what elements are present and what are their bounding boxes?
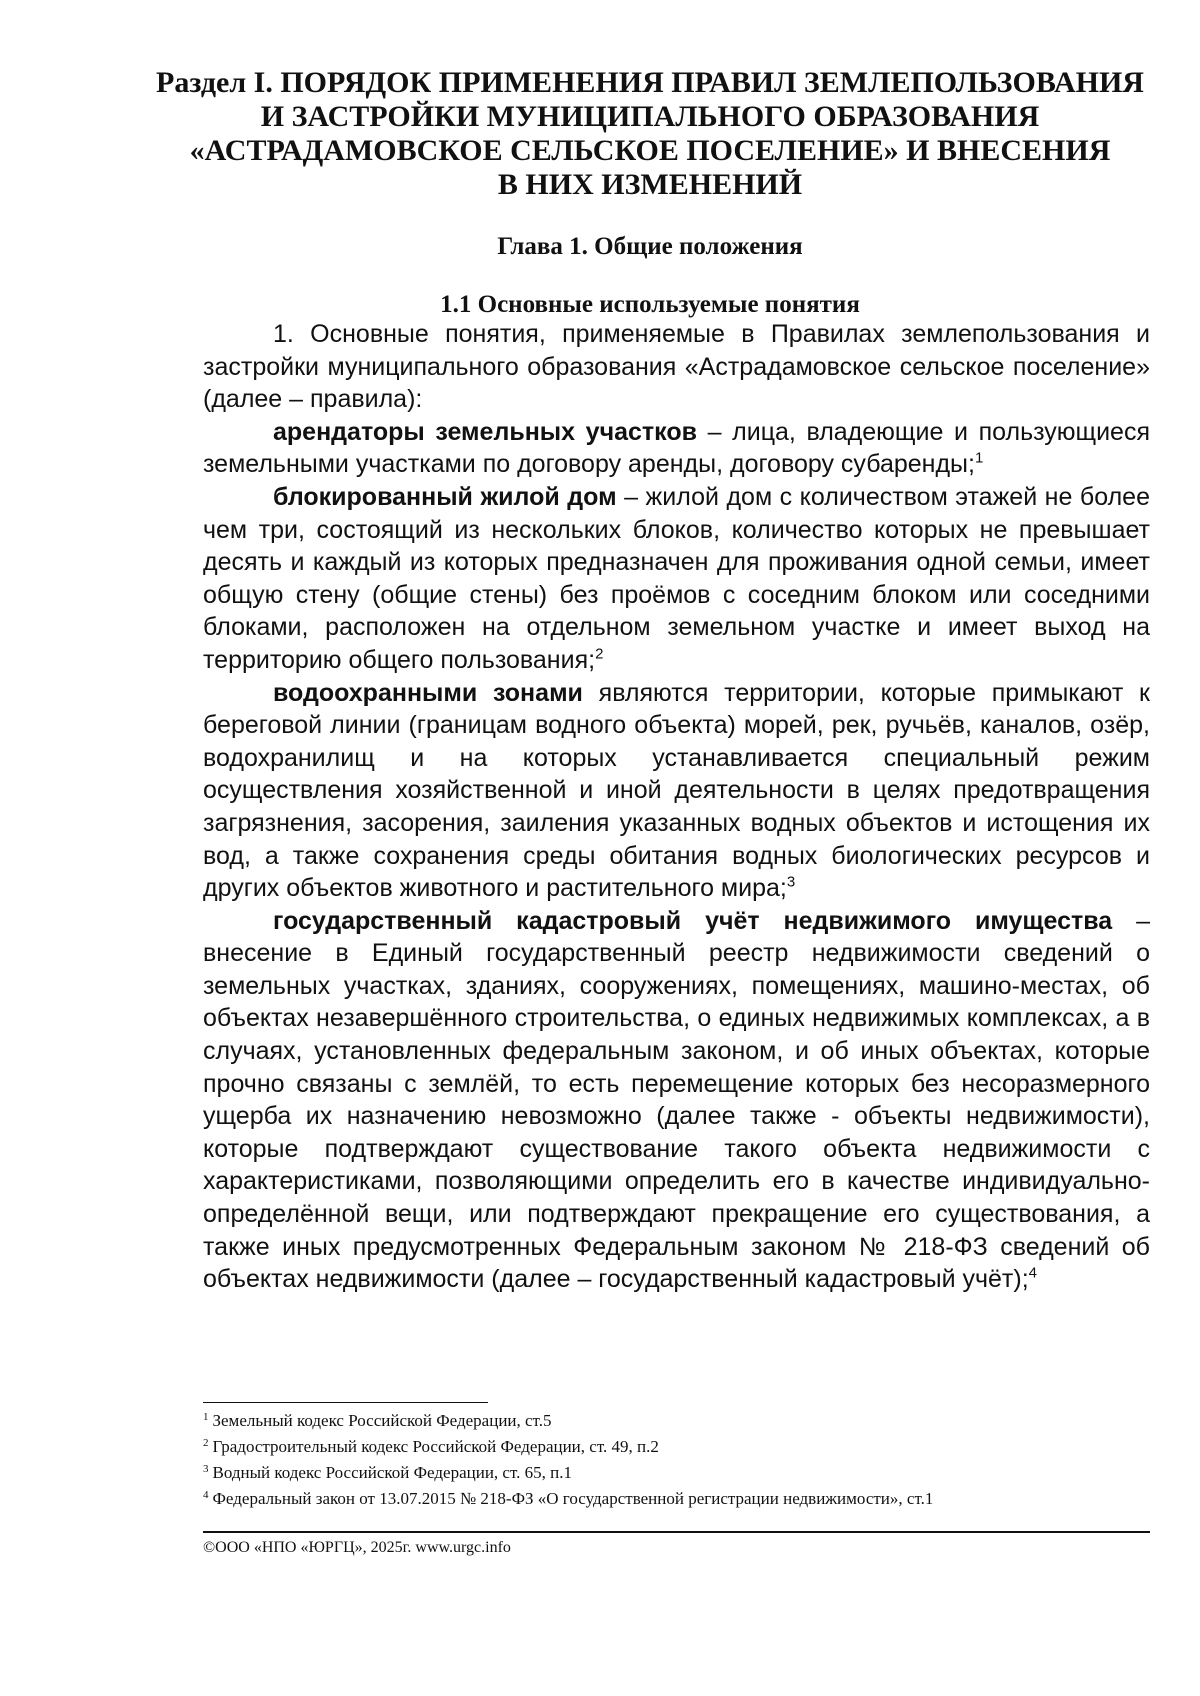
definition-text: являются территории, которые примыкают к береговой линии (границам водного объекта) морей, рек, ручьёв, каналов, озёр, водохранилищ и на которых устанавливается специальный режим осуществления хозяйственной и иной деятельности в целях предотвращения загрязнения, засорения, заиления указанных водных объектов и истощения их вод, а также сохранения среды обитания водных биологических ресурсов и других объектов животного и растительного мира; [203,678,1150,903]
footer-divider [203,1531,1150,1533]
chapter-title: Глава 1. Общие положения [497,233,803,260]
footnote-number: 3 [203,1463,209,1475]
part-title-line: Раздел I. ПОРЯДОК ПРИМЕНЕНИЯ ПРАВИЛ ЗЕМЛЕПОЛЬЗОВАНИЯ [156,66,1144,99]
footnote [203,1434,1150,1460]
footnote-text: Водный кодекс Российской Федерации, ст. 65, п.1 [212,1463,572,1482]
document-body [203,318,1150,1296]
footnote-text: Федеральный закон от 13.07.2015 № 218-ФЗ «О государственной регистрации недвижимости», ст.1 [212,1489,934,1508]
definition-paragraph [203,481,1150,677]
part-title-line: В НИХ ИЗМЕНЕНИЙ [497,168,803,201]
defined-term: арендаторы земельных участков [273,417,697,446]
defined-term: блокированный жилой дом [273,482,617,511]
part-title-line: «АСТРАДАМОВСКОЕ СЕЛЬСКОЕ ПОСЕЛЕНИЕ» И ВНЕСЕНИЯ [189,134,1111,167]
definition-text: – лица, владеющие и пользующиеся земельными участками по договору аренды, договору субаренды; [203,417,1150,479]
footnote-ref[interactable]: 1 [974,450,984,468]
part-title-line: И ЗАСТРОЙКИ МУНИЦИПАЛЬНОГО ОБРАЗОВАНИЯ [260,100,1040,133]
intro-paragraph: 1. Основные понятия, применяемые в Правилах землепользования и застройки муниципального образования «Астрадамовское сельское поселение» (далее – правила): [203,320,1150,414]
footnote-number: 1 [203,1411,209,1423]
page-footer: ©ООО «НПО «ЮРГЦ», 2025г. www.urgc.info [203,1539,511,1556]
footnote-text: Земельный кодекс Российской Федерации, ст.5 [212,1411,552,1430]
footnotes [203,1408,1150,1512]
footnote-number: 4 [203,1489,209,1501]
definition-paragraph [203,416,1150,481]
definition-text: – внесение в Единый государственный реестр недвижимости сведений о земельных участках, зданиях, сооружениях, помещениях, машино-местах, об объектах незавершённого строительства, о единых недвижимых комплексах, а в случаях, установленных федеральным законом, и об иных объектах, которые прочно связаны с землёй, то есть перемещение которых без несоразмерного ущерба их назначению невозможно (далее также - объекты недвижимости), которые подтверждают существование такого объекта недвижимости с характеристиками, позволяющими определить его в качестве индивидуально-определённой вещи, или подтверждают прекращение его существования, а также иных предусмотренных Федеральным законом № 218-ФЗ сведений об объектах недвижимости (далее – государственный кадастровый учёт); [203,906,1150,1294]
definition-paragraph [203,677,1150,905]
definition-paragraph [203,905,1150,1296]
footnote-number: 2 [203,1437,209,1449]
footnote-ref[interactable]: 3 [786,873,796,891]
footnote-ref[interactable]: 4 [1028,1264,1037,1282]
footnote-divider [203,1402,488,1403]
footnote [203,1460,1150,1486]
defined-term: государственный кадастровый учёт недвижимого имущества [273,906,1113,935]
footnote-text: Градостроительный кодекс Российской Федерации, ст. 49, п.2 [212,1437,659,1456]
footnote [203,1486,1150,1512]
definition-text: – жилой дом с количеством этажей не более чем три, состоящий из нескольких блоков, количество которых не превышает десять и каждый из которых предназначен для проживания одной семьи, имеет общую стену (общие стены) без проёмов с соседним блоком или соседними блоками, расположен на отдельном земельном участке и имеет выход на территорию общего пользования; [203,482,1150,674]
footnote [203,1408,1150,1434]
part-title [150,66,1150,202]
defined-term: водоохранными зонами [273,678,583,707]
section-title: 1.1 Основные используемые понятия [440,291,860,318]
footnote-ref[interactable]: 2 [595,645,604,663]
